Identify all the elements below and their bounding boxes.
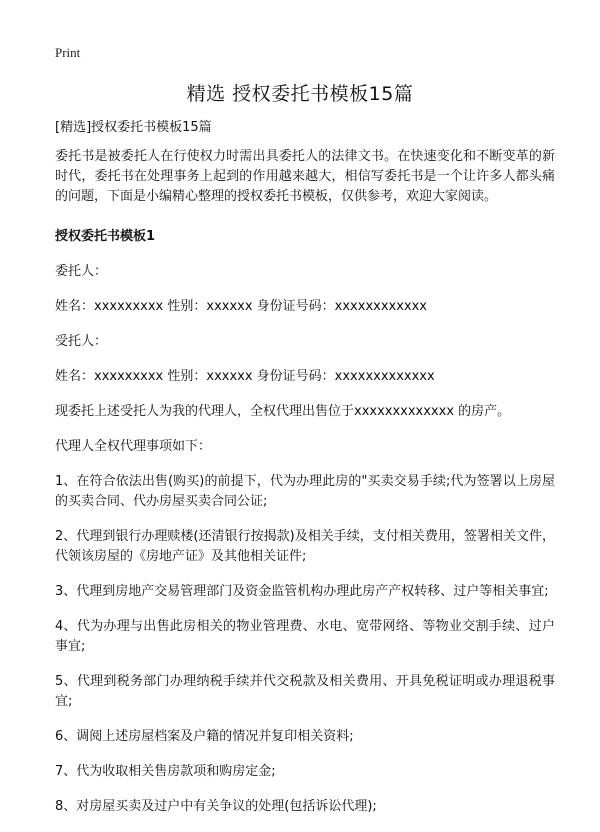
- section-heading: 授权委托书模板1: [55, 229, 156, 244]
- principal-label: 委托人：: [55, 264, 108, 279]
- list-item: 6、调阅上述房屋档案及户籍的情况并复印相关资料;: [55, 729, 354, 744]
- list-item: 1、在符合依法出售(购买)的前提下，代为办理此房的"买卖交易手续;代为签署以上房屋的买卖合同、代办房屋买卖合同公证;: [55, 474, 555, 509]
- matters-label: 代理人全权代理事项如下：: [55, 439, 212, 454]
- document-body: [55, 118, 555, 832]
- document-subtitle: [精选]授权委托书模板15篇: [55, 120, 212, 135]
- agent-label: 受托人：: [55, 334, 108, 349]
- document-title: 精选 授权委托书模板15篇: [186, 83, 414, 105]
- print-label: Print: [55, 45, 81, 60]
- intro-paragraph: 委托书是被委托人在行使权力时需出具委托人的法律文书。在快速变化和不断变革的新时代，委托书在处理事务上起到的作用越来越大，相信写委托书是一个让许多人都头痛的问题，下面是小编精心整理的授权委托书模板，仅供参考，欢迎大家阅读。: [55, 149, 555, 204]
- list-item: 5、代理到税务部门办理纳税手续并代交税款及相关费用、开具免税证明或办理退税事宜;: [55, 674, 555, 709]
- list-item: 8、对房屋买卖及过户中有关争议的处理(包括诉讼代理);: [55, 799, 377, 814]
- authorization-statement: 现委托上述受托人为我的代理人，全权代理出售位于xxxxxxxxxxxxx 的房产。: [55, 404, 511, 419]
- principal-info: 姓名：xxxxxxxxx 性别：xxxxxx 身份证号码：xxxxxxxxxxxx: [55, 299, 427, 314]
- list-item: 3、代理到房地产交易管理部门及资金监管机构办理此房产产权转移、过户等相关事宜;: [55, 584, 549, 599]
- list-item: 4、代为办理与出售此房相关的物业管理费、水电、宽带网络、等物业交割手续、过户事宜;: [55, 619, 555, 654]
- agent-info: 姓名：xxxxxxxxx 性别：xxxxxx 身份证号码：xxxxxxxxxxxxx: [55, 369, 435, 384]
- list-item: 7、代为收取相关售房款项和购房定金;: [55, 764, 276, 779]
- list-item: 2、代理到银行办理赎楼(还清银行按揭款)及相关手续，支付相关费用，签署相关文件，代领该房屋的《房地产证》及其他相关证件;: [55, 529, 555, 564]
